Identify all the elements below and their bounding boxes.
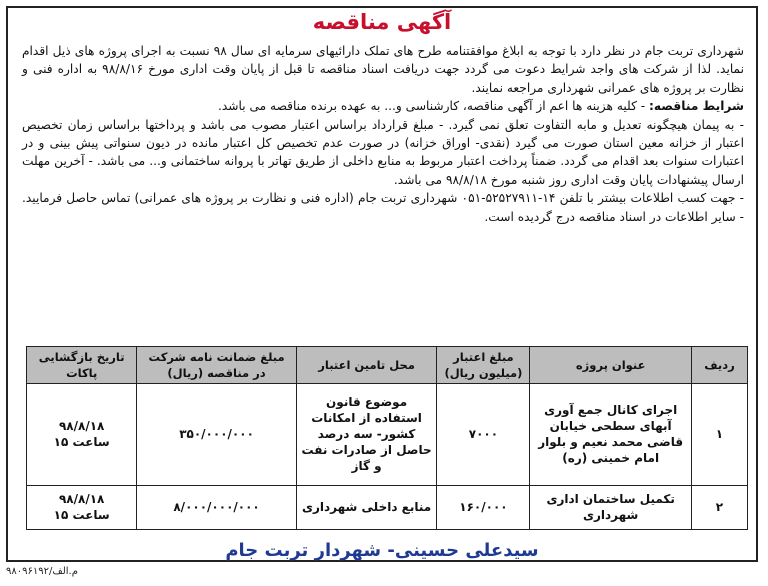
table-row — [27, 485, 748, 529]
project-title: اجرای کانال جمع آوری آبهای سطحی خیابان قاضی محمد نعیم و بلوار امام خمینی (ره) — [530, 384, 692, 486]
mayor-signature: سیدعلی حسینی- شهردار تربت جام — [225, 540, 539, 561]
header-row-number: ردیف — [691, 347, 747, 384]
condition-costs: - کلیه هزینه ها اعم از آگهی مناقصه، کارشناسی و... به عهده برنده مناقصه می باشد. — [218, 99, 650, 114]
opening-time: ساعت ۱۵ — [53, 508, 110, 523]
opening-date-cell — [27, 485, 137, 529]
table-header-row — [27, 347, 748, 384]
credit-amount: ۱۶۰/۰۰۰ — [437, 485, 530, 529]
intro-paragraph: شهرداری تربت جام در نظر دارد با توجه به ابلاغ موافقتنامه طرح های تملک دارائیهای سرمایه ای سال ۹۸ نسبت به اجرای پروژه های ذیل اقدام نماید. لذا از شرکت های واجد شرایط دعوت می گردد جهت دریافت اسناد مناقصه تا قبل از پایان وقت اداری مورخ ۹۸/۸/۱۶ به اداره فنی و نظارت بر پروژه های عمرانی شهرداری مراجعه نمایند. — [22, 44, 744, 95]
header-credit-source: محل تامین اعتبار — [296, 347, 437, 384]
table-row — [27, 384, 748, 486]
header-guarantee-amount: مبلغ ضمانت نامه شرکت در مناقصه (ریال) — [137, 347, 296, 384]
tender-notice-frame — [6, 6, 758, 562]
projects-table — [26, 346, 748, 530]
opening-date: ۹۸/۸/۱۸ — [58, 492, 105, 507]
conditions-paragraph — [22, 97, 744, 115]
opening-date-cell — [27, 384, 137, 486]
reference-number: ۹۸۰۹۶۱۹۲/م.الف — [6, 566, 78, 577]
credit-source: منابع داخلی شهرداری — [296, 485, 437, 529]
opening-time: ساعت ۱۵ — [53, 435, 110, 450]
condition-contact: - جهت کسب اطلاعات بیشتر با تلفن ۱۴-۵۲۵۲۷۹۱۱-۰۵۱ شهرداری تربت جام (اداره فنی و نظارت بر پروژه های عمرانی) تماس حاصل فرمایید. - سایر اطلاعات در اسناد مناقصه درج گردیده است. — [22, 191, 744, 224]
row-number: ۱ — [691, 384, 747, 486]
guarantee-amount: ۸/۰۰۰/۰۰۰/۰۰۰ — [137, 485, 296, 529]
condition-payment: - به پیمان هیچگونه تعدیل و مابه التفاوت تعلق نمی گیرد. - مبلغ قرارداد براساس اعتبار مصوب می باشد و پرداختها براساس زمان تخصیص اعتبار از خزانه معین استان صورت می گیرد (نقدی- اوراق خزانه) در صورت عدم تخصیص کل اعتبار مانده در دیون سنواتی پیش بینی و در اعتبارات سنوات بعد اقدام می گردد. ضمناً پرداخت اعتبار مربوط به منابع داخلی از طریق تهاتر با پروانه ساختمانی و... می باشد. - آخرین مهلت ارسال پیشنهادات پایان وقت اداری روز شنبه مورخ ۹۸/۸/۱۸ می باشد. — [22, 117, 744, 187]
header-opening-date: تاریخ بازگشایی پاکات — [27, 347, 137, 384]
header-credit-amount: مبلغ اعتبار (میلیون ریال) — [437, 347, 530, 384]
credit-amount: ۷۰۰۰ — [437, 384, 530, 486]
guarantee-amount: ۳۵۰/۰۰۰/۰۰۰ — [137, 384, 296, 486]
conditions-label: شرایط مناقصه: — [649, 99, 744, 114]
header-project-title: عنوان پروژه — [530, 347, 692, 384]
row-number: ۲ — [691, 485, 747, 529]
notice-body — [22, 42, 744, 226]
credit-source: موضوع قانون استفاده از امکانات کشور- سه درصد حاصل از صادرات نفت و گاز — [296, 384, 437, 486]
notice-title: آگهی مناقصه — [312, 10, 452, 34]
opening-date: ۹۸/۸/۱۸ — [58, 419, 105, 434]
project-title: تکمیل ساختمان اداری شهرداری — [530, 485, 692, 529]
